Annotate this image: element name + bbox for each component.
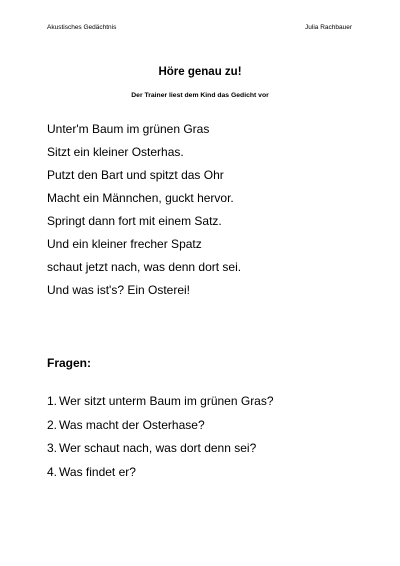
question-text: Wer sitzt unterm Baum im grünen Gras?	[59, 394, 274, 408]
question-number: 1.	[47, 394, 58, 408]
question-number: 3.	[47, 441, 58, 455]
poem-line: Und was ist's? Ein Osterei!	[47, 283, 191, 297]
question-number: 4.	[47, 464, 58, 479]
poem-line: Sitzt ein kleiner Osterhas.	[47, 145, 184, 159]
poem-line: schaut jetzt nach, was denn dort sei.	[47, 260, 242, 274]
poem-line: Macht ein Männchen, guckt hervor.	[47, 191, 234, 205]
question-text: Wer schaut nach, was dort denn sei?	[59, 441, 257, 455]
page-title: Höre genau zu!	[158, 66, 242, 78]
header-author: Julia Rachbauer	[305, 24, 352, 31]
page-subtitle: Der Trainer liest dem Kind das Gedicht vor	[131, 92, 269, 99]
header-subject: Akustisches Gedächtnis	[47, 24, 117, 31]
poem-line: Unter'm Baum im grünen Gras	[47, 122, 210, 136]
question-item	[47, 392, 274, 416]
question-text: Was macht der Osterhase?	[59, 417, 205, 432]
poem-line: Und ein kleiner frecher Spatz	[47, 237, 202, 251]
question-text: Was findet er?	[59, 464, 136, 479]
poem	[47, 120, 241, 304]
question-item	[47, 463, 274, 487]
poem-line: Putzt den Bart und spitzt das Ohr	[47, 168, 224, 182]
question-item	[47, 416, 274, 440]
poem-line: Springt dann fort mit einem Satz.	[47, 214, 222, 228]
question-item	[47, 439, 274, 463]
questions-list	[47, 392, 274, 486]
questions-heading: Fragen:	[47, 356, 92, 370]
question-number: 2.	[47, 417, 58, 432]
